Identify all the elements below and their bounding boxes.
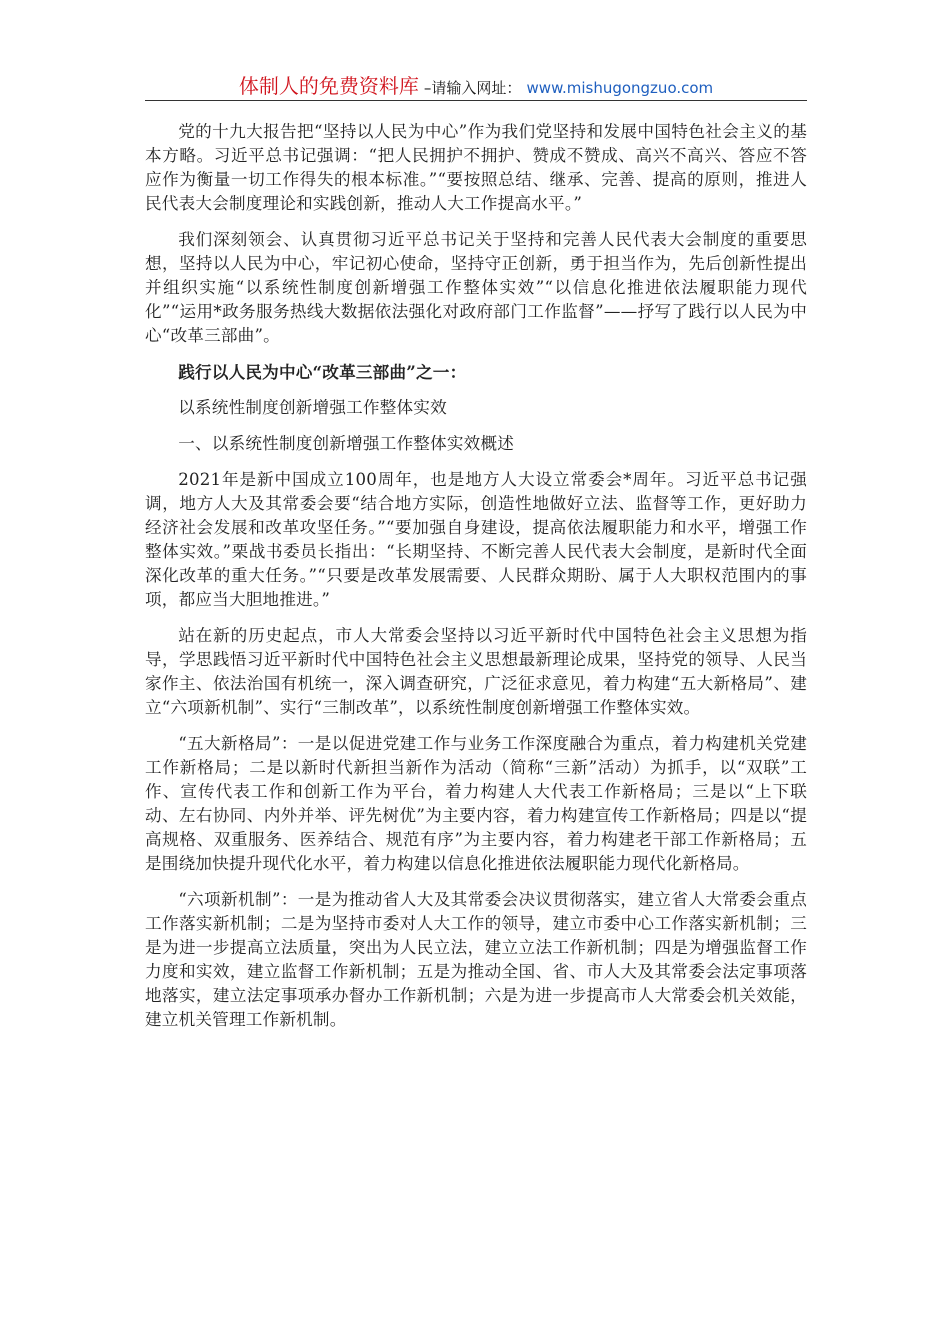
section-heading: 践行以人民为中心“改革三部曲”之一： (178, 362, 467, 382)
url-prompt: –请输入网址： (423, 79, 522, 97)
page-header (145, 70, 807, 101)
site-url-link[interactable]: www.mishugongzuo.com (526, 79, 714, 97)
paragraph-six-mechanisms: “六项新机制”：一是为推动省人大及其常委会决议贯彻落实，建立省人大常委会重点工作落实新机制；二是为坚持市委对人大工作的领导，建立市委中心工作落实新机制；三是为进一步提高立法质量，突出为人民立法，建立立法工作新机制；四是为增强监督工作力度和实效，建立监督工作新机制；五是为推动全国、省、市人大及其常委会法定事项落地落实，建立法定事项承办督办工作新机制；六是为进一步提高市人大常委会机关效能，建立机关管理工作新机制。 (145, 890, 807, 1029)
paragraph-new-starting-point: 站在新的历史起点，市人大常委会坚持以习近平新时代中国特色社会主义思想为指导，学思践悟习近平新时代中国特色社会主义思想最新理论成果，坚持党的领导、人民当家作主、依法治国有机统一，深入调查研究，广泛征求意见，着力构建“五大新格局”、建立“六项新机制”、实行“三制改革”，以系统性制度创新增强工作整体实效。 (145, 626, 807, 717)
paragraph-intro: 党的十九大报告把“坚持以人民为中心”作为我们党坚持和发展中国特色社会主义的基本方略。习近平总书记强调：“把人民拥护不拥护、赞成不赞成、高兴不高兴、答应不答应作为衡量一切工作得失的根本标准。”“要按照总结、继承、完善、提高的原则，推进人民代表大会制度理论和实践创新，推动人大工作提高水平。” (145, 122, 807, 213)
paragraph-2021: 2021年是新中国成立100周年，也是地方人大设立常委会*周年。习近平总书记强调，地方人大及其常委会要“结合地方实际，创造性地做好立法、监督等工作，更好助力经济社会发展和改革攻坚任务。”“要加强自身建设，提高依法履职能力和水平，增强工作整体实效。”栗战书委员长指出：“长期坚持、不断完善人民代表大会制度，是新时代全面深化改革的重大任务。”“只要是改革发展需要、人民群众期盼、属于人大职权范围内的事项，都应当大胆地推进。” (145, 470, 807, 609)
subsection-heading: 一、以系统性制度创新增强工作整体实效概述 (178, 434, 515, 453)
document-body (145, 120, 807, 1044)
paragraph-five-patterns: “五大新格局”：一是以促进党建工作与业务工作深度融合为重点，着力构建机关党建工作新格局；二是以新时代新担当新作为活动（简称“三新”活动）为抓手，以“双联”工作、宣传代表工作和创新工作为平台，着力构建人大代表工作新格局；三是以“上下联动、左右协同、内外并举、评先树优”为主要内容，着力构建宣传工作新格局；四是以“提高规格、双重服务、医养结合、规范有序”为主要内容，着力构建老干部工作新格局；五是围绕加快提升现代化水平，着力构建以信息化推进依法履职能力现代化新格局。 (145, 734, 807, 873)
paragraph-reform-trilogy: 我们深刻领会、认真贯彻习近平总书记关于坚持和完善人民代表大会制度的重要思想，坚持以人民为中心，牢记初心使命，坚持守正创新，勇于担当作为，先后创新性提出并组织实施“以系统性制度创新增强工作整体实效”“以信息化推进依法履职能力现代化”“运用*政务服务热线大数据依法强化对政府部门工作监督”——抒写了践行以人民为中心“改革三部曲”。 (145, 230, 807, 345)
section-subtitle: 以系统性制度创新增强工作整体实效 (178, 398, 447, 417)
site-brand: 体制人的免费资料库 (238, 74, 419, 98)
